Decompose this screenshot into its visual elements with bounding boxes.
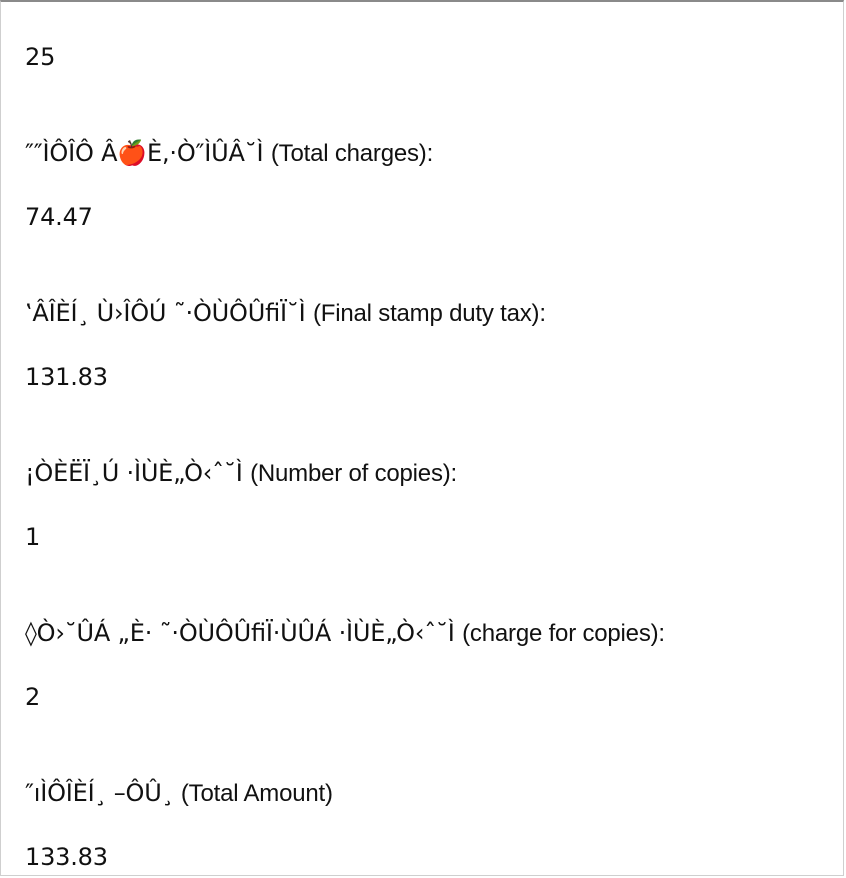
label-total-amount: [25, 778, 333, 809]
english-label-text: (Number of copies):: [250, 460, 458, 487]
label-total-charges: [25, 138, 433, 169]
garbled-label-text: ″″ÌÔÎÔ Â🍎È,·Ò″ÌÛÂ˘Ì: [25, 139, 264, 167]
label-final-stamp-duty-tax: [25, 298, 546, 329]
value-text: 133.83: [25, 843, 108, 871]
value-line: [25, 42, 55, 72]
garbled-label-text: ‛ÂÎÈÍ¸ Ù›ÎÔÚ ˜·ÒÙÔÛﬁÏ˘Ì: [25, 299, 306, 327]
garbled-label-text: ¡ÒÈËÏ¸Ú ·ÌÙÈ„Ò‹ˆ˘Ì: [25, 459, 251, 487]
garbled-label-text: ″ıÌÔÎÈÍ¸ –ÔÛ¸: [25, 779, 174, 807]
value-text: 1: [25, 523, 41, 551]
value-total-charges: [25, 202, 93, 232]
value-number-of-copies: [25, 522, 40, 552]
english-label-text: (Total Amount): [180, 780, 333, 807]
value-text: 131.83: [25, 363, 108, 391]
value-text: 2: [25, 683, 41, 711]
english-label-text: (Total charges):: [270, 140, 434, 167]
value-total-amount: [25, 842, 108, 872]
value-text: 25: [25, 43, 56, 71]
english-label-text: (charge for copies):: [462, 620, 665, 647]
label-number-of-copies: [25, 458, 457, 489]
value-charge-for-copies: [25, 682, 40, 712]
label-charge-for-copies: [25, 618, 665, 649]
garbled-label-text: ◊Ò›˘ÛÁ „È· ˜·ÒÙÔÛﬁÏ·ÙÛÁ ·ÌÙÈ„Ò‹ˆ˘Ì: [25, 619, 455, 647]
value-text: 74.47: [25, 203, 93, 231]
english-label-text: (Final stamp duty tax):: [312, 300, 546, 327]
value-final-stamp-duty-tax: [25, 362, 108, 392]
